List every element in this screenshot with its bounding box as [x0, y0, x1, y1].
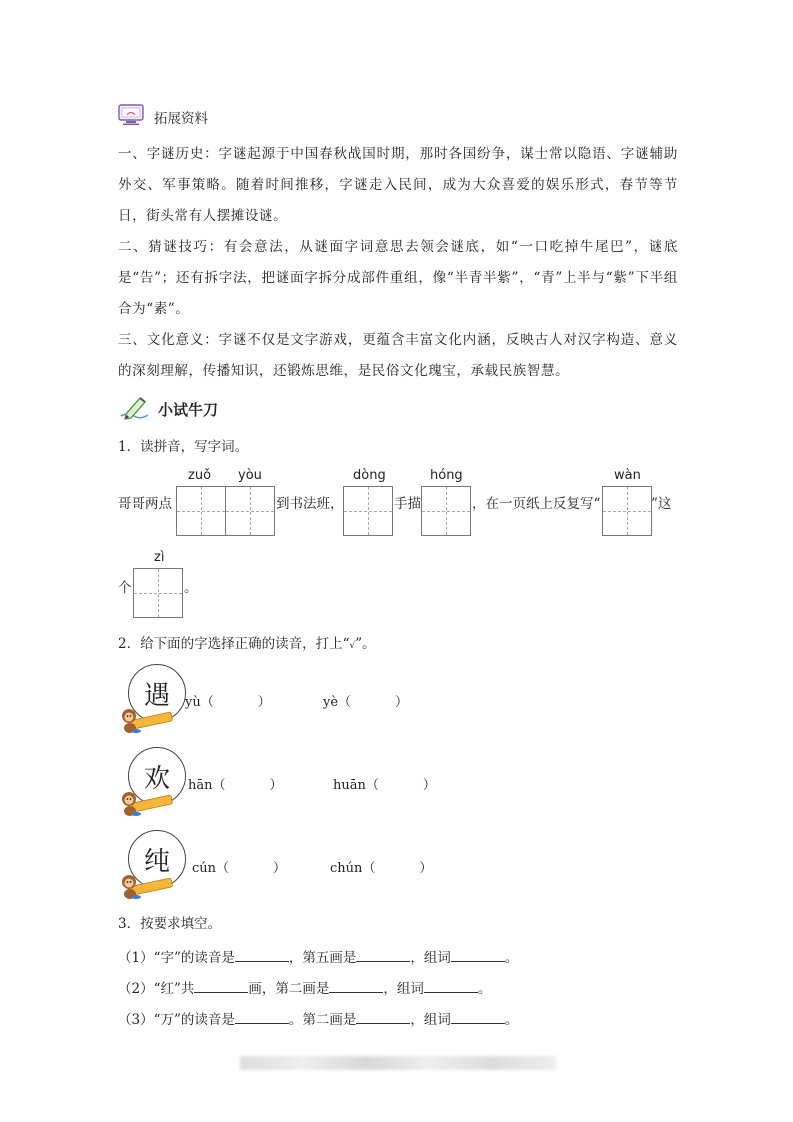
q3-line-1: [118, 946, 518, 966]
option-yu[interactable]: [185, 691, 271, 710]
tianzige-wan[interactable]: [602, 486, 652, 536]
blank-input[interactable]: [451, 1011, 505, 1024]
q1-text-5: ”这: [651, 496, 672, 512]
q3-line-2: [118, 977, 491, 997]
option-huan-close: ）: [422, 778, 436, 793]
extension-title: 拓展资料: [154, 111, 208, 127]
tianzige-zuo[interactable]: [176, 486, 226, 536]
tianzige-zi[interactable]: [133, 568, 183, 618]
check-mark: √: [349, 641, 356, 651]
pinyin-zi: zì: [154, 550, 165, 565]
blank-input[interactable]: [451, 949, 505, 962]
practice-title: 小试牛刀: [158, 401, 219, 419]
option-cun[interactable]: [192, 857, 286, 876]
monkey-pencil-icon: [118, 870, 174, 902]
monkey-pencil-icon: [118, 787, 174, 819]
blank-input[interactable]: [356, 1011, 410, 1024]
q3-line-2-a: （2）“红”共: [118, 981, 195, 997]
q3-line-2-b: 画，第二画是: [248, 981, 330, 997]
q3-line-3: [118, 1008, 518, 1028]
option-cun-close: ）: [273, 861, 287, 876]
char-huan: 欢: [143, 763, 170, 794]
blank-input[interactable]: [235, 949, 289, 962]
pinyin-dong: dòng: [353, 468, 386, 483]
option-cun-label: cún（: [192, 861, 230, 876]
blank-input[interactable]: [235, 1011, 289, 1024]
extension-paragraph-1: 一、字谜历史：字谜起源于中国春秋战国时期，那时各国纷争，谋士常以隐语、字谜辅助外交、军事策略。随着时间推移，字谜走入民间，成为大众喜爱的娱乐形式，春节等节日，街头常有人摆摊设谜。: [118, 146, 678, 224]
q2-prompt-text: 2．给下面的字选择正确的读音，打上“: [118, 636, 350, 652]
monitor-icon: [118, 104, 144, 126]
option-huan-label: huān（: [333, 778, 379, 793]
q3-line-2-d: 。: [477, 981, 492, 997]
q2-prompt-end: ”。: [355, 636, 376, 652]
option-chun-close: ）: [419, 861, 433, 876]
q3-line-3-c: ，组词: [410, 1012, 451, 1028]
q1-prompt: 1．读拼音，写字词。: [118, 439, 249, 455]
char-chun: 纯: [143, 846, 170, 877]
blank-input[interactable]: [424, 980, 478, 993]
char-yu: 遇: [143, 680, 170, 711]
option-ye-label: yè（: [323, 695, 352, 710]
extension-paragraph-2: 二、猜谜技巧：有会意法，从谜面字词意思去领会谜底，如“一口吃掉牛尾巴”，谜底是“告”；还有拆字法，把谜面字拆分成部件重组，像“半青半紫”，“青”上半与“紫”下半组合为“素”。: [118, 239, 678, 317]
blank-input[interactable]: [329, 980, 383, 993]
q3-line-3-d: 。: [504, 1012, 519, 1028]
extension-paragraph-3: 三、文化意义：字谜不仅是文字游戏，更蕴含丰富文化内涵，反映古人对汉字构造、意义的深刻理解，传播知识，还锻炼思维，是民俗文化瑰宝，承载民族智慧。: [118, 332, 678, 379]
q2-prompt: [118, 632, 376, 652]
q3-line-1-c: ，组词: [410, 950, 451, 966]
option-yu-close: ）: [257, 695, 271, 710]
pinyin-you: yòu: [238, 468, 262, 483]
q1-text-1: 哥哥两点: [118, 496, 172, 512]
tianzige-you[interactable]: [225, 486, 275, 536]
q3-line-1-d: 。: [504, 950, 519, 966]
pen-writing-icon: [118, 394, 152, 422]
option-han[interactable]: [188, 774, 283, 793]
option-yu-label: yù（: [185, 695, 214, 710]
pinyin-wan: wàn: [614, 468, 641, 483]
option-chun-label: chún（: [330, 861, 376, 876]
pinyin-hong: hóng: [430, 468, 463, 483]
q3-line-2-c: ，组词: [383, 981, 424, 997]
blank-input[interactable]: [194, 980, 248, 993]
q3-line-3-a: （3）“万”的读音是: [118, 1012, 235, 1028]
option-ye-close: ）: [395, 695, 409, 710]
q1-text-2: 到书法班，: [276, 496, 344, 512]
tianzige-dong[interactable]: [343, 486, 393, 536]
option-chun[interactable]: [330, 857, 432, 876]
q1-text-3: 手描: [394, 496, 421, 512]
q1-text-4: ，在一页纸上反复写“: [472, 496, 601, 512]
q3-prompt: 3．按要求填空。: [118, 916, 222, 932]
option-han-close: ）: [269, 778, 283, 793]
q3-line-1-b: ，第五画是: [288, 950, 357, 966]
q1-text-7: 。: [184, 580, 198, 596]
pinyin-zuo: zuǒ: [188, 468, 212, 483]
monkey-pencil-icon: [118, 704, 174, 736]
tianzige-hong[interactable]: [421, 486, 471, 536]
option-han-label: hān（: [188, 778, 226, 793]
q3-line-1-a: （1）“字”的读音是: [118, 950, 235, 966]
q1-text-6: 个: [118, 580, 132, 596]
blurred-watermark: [240, 1056, 556, 1070]
blank-input[interactable]: [356, 949, 410, 962]
option-ye[interactable]: [323, 691, 408, 710]
q3-line-3-b: 。第二画是: [288, 1012, 357, 1028]
option-huan[interactable]: [333, 774, 436, 793]
